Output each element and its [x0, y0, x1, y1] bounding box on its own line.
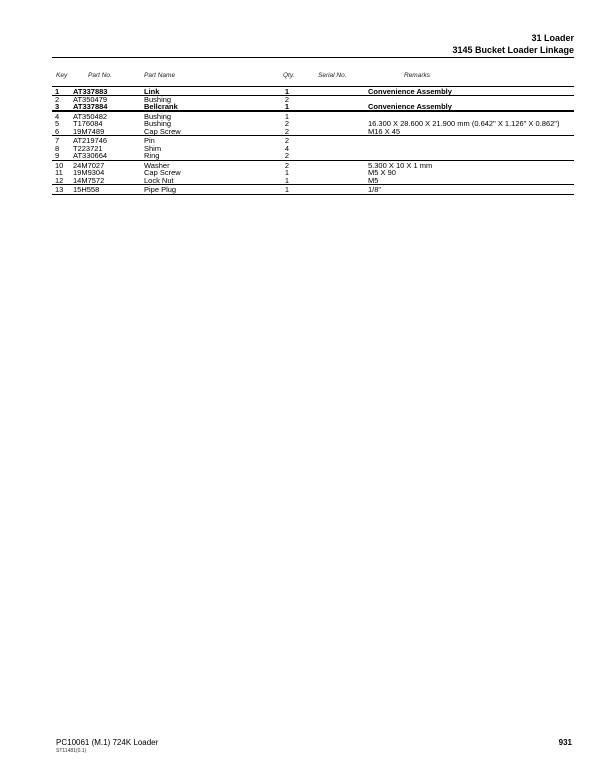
- table-row: [52, 162, 574, 170]
- row-key: 10: [55, 160, 64, 170]
- parts-group: [52, 86, 574, 111]
- row-quantity: 1: [284, 87, 290, 96]
- row-part-number: AT330664: [73, 151, 108, 160]
- table-row: [52, 96, 574, 104]
- table-row: [52, 103, 574, 111]
- table-row: [52, 177, 574, 185]
- row-underline: [52, 110, 574, 111]
- row-part-name: Pipe Plug: [144, 185, 177, 194]
- table-row: [52, 88, 574, 96]
- row-part-number: 15H558: [73, 185, 100, 194]
- column-header-key: Key: [56, 72, 68, 79]
- section-heading: 31 Loader: [531, 33, 574, 43]
- row-part-number: AT350479: [73, 94, 108, 104]
- row-part-number: T223721: [73, 143, 103, 153]
- row-key: 4: [55, 111, 60, 121]
- table-row: [52, 169, 574, 177]
- row-remarks: M5: [368, 175, 379, 185]
- row-key: 5: [55, 119, 60, 128]
- row-part-name: Lock Nut: [144, 175, 174, 185]
- table-row: [52, 152, 574, 160]
- row-part-number: 19M7489: [73, 126, 105, 136]
- document-id: PC10061 (M.1) 724K Loader: [56, 738, 159, 747]
- row-part-number: AT219746: [73, 136, 108, 145]
- column-header-serial-no: Serial No.: [318, 72, 347, 79]
- column-header-qty: Qty.: [283, 72, 295, 79]
- row-part-name: Cap Screw: [144, 168, 181, 177]
- row-part-name: Pin: [144, 136, 155, 145]
- table-row: [52, 145, 574, 153]
- row-part-name: Shim: [144, 143, 162, 153]
- row-part-name: Bushing: [144, 111, 172, 121]
- row-quantity: 2: [284, 94, 290, 104]
- row-key: 13: [55, 185, 64, 194]
- row-part-number: AT350482: [73, 111, 108, 121]
- parts-group: [52, 160, 574, 185]
- row-quantity: 2: [284, 119, 290, 128]
- table-row: [52, 120, 574, 128]
- parts-group: [52, 111, 574, 136]
- row-part-name: Bushing: [144, 119, 172, 128]
- row-remarks: 16.300 X 28.600 X 21.900 mm (0.642" X 1.126" X 0.862"): [368, 119, 560, 128]
- table-row: [52, 186, 574, 194]
- row-quantity: 1: [284, 111, 290, 121]
- document-code: ST11481(0.1): [56, 748, 87, 754]
- row-key: 2: [55, 94, 60, 104]
- page-number: 931: [558, 738, 572, 747]
- row-remarks: M16 X 45: [368, 126, 401, 136]
- parts-table: [52, 86, 574, 195]
- row-key: 9: [55, 151, 60, 160]
- column-header-part-no: Part No.: [88, 72, 112, 79]
- row-part-number: 14M7572: [73, 175, 105, 185]
- table-row: [52, 128, 574, 136]
- row-quantity: 2: [284, 151, 290, 160]
- row-key: 12: [55, 175, 64, 185]
- row-key: 6: [55, 126, 60, 136]
- column-header-remarks: Remarks: [404, 72, 431, 79]
- row-remarks: 1/8": [368, 185, 382, 194]
- row-quantity: 1: [284, 175, 290, 185]
- row-part-number: 24M7027: [73, 160, 105, 170]
- row-quantity: 2: [284, 160, 290, 170]
- row-remarks: Convenience Assembly: [368, 87, 452, 96]
- row-remarks: M5 X 90: [368, 168, 396, 177]
- row-key: 3: [55, 102, 60, 111]
- row-part-number: AT337883: [73, 87, 108, 96]
- row-remarks: Convenience Assembly: [368, 102, 452, 111]
- row-part-name: Washer: [144, 160, 170, 170]
- row-key: 1: [55, 87, 60, 96]
- row-quantity: 2: [284, 126, 290, 136]
- row-quantity: 2: [284, 136, 290, 145]
- row-quantity: 1: [284, 185, 290, 194]
- parts-group: [52, 135, 574, 160]
- row-key: 7: [55, 136, 60, 145]
- table-row: [52, 137, 574, 145]
- row-quantity: 4: [284, 143, 290, 153]
- row-part-name: Cap Screw: [144, 126, 181, 136]
- row-remarks: 5.300 X 10 X 1 mm: [368, 160, 433, 170]
- row-part-name: Ring: [144, 151, 160, 160]
- row-part-name: Link: [144, 87, 160, 96]
- parts-group: [52, 184, 574, 195]
- row-key: 11: [55, 168, 63, 177]
- row-key: 8: [55, 143, 60, 153]
- header-rule: [52, 57, 574, 58]
- row-part-number: AT337884: [73, 102, 108, 111]
- row-part-name: Bellcrank: [144, 102, 178, 111]
- row-part-name: Bushing: [144, 94, 172, 104]
- page-title: 3145 Bucket Loader Linkage: [452, 45, 574, 55]
- row-quantity: 1: [284, 102, 290, 111]
- row-part-number: T176084: [73, 119, 103, 128]
- column-header-part-name: Part Name: [144, 72, 176, 79]
- row-part-number: 19M9304: [73, 168, 105, 177]
- row-quantity: 1: [284, 168, 290, 177]
